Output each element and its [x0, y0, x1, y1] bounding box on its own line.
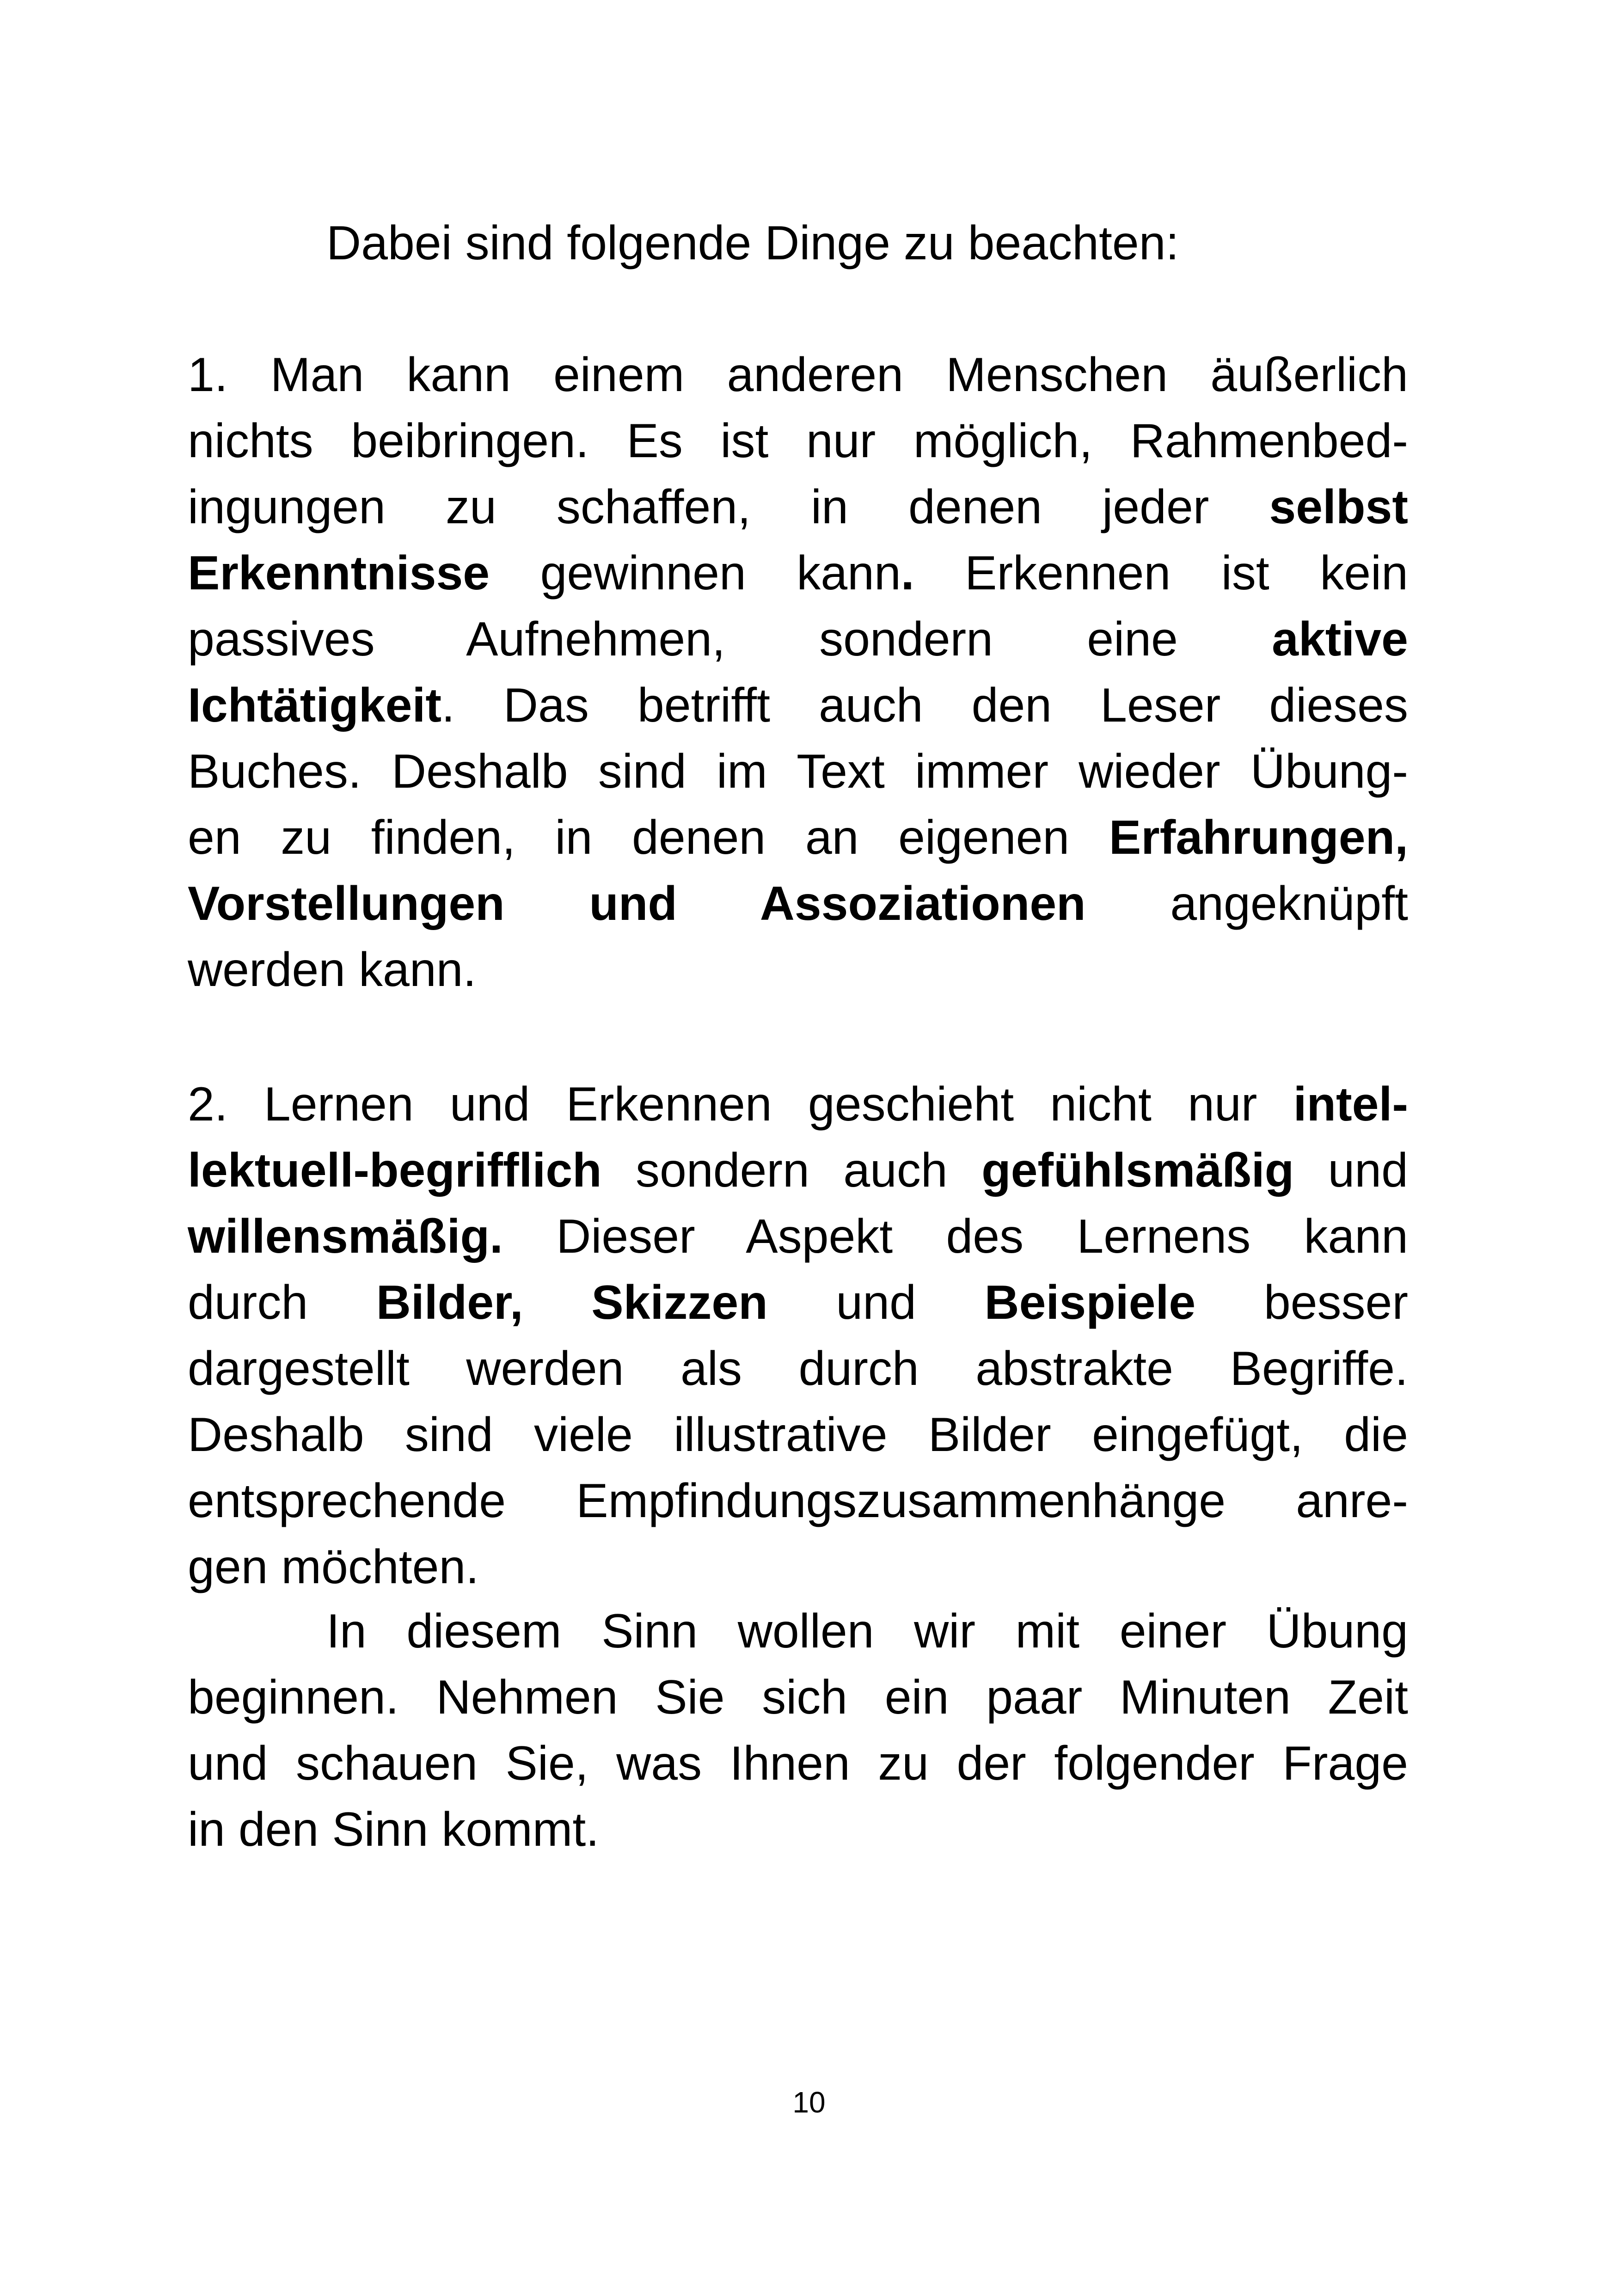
- paragraph-1-line-3-text: ingungen zu schaffen, in denen jeder: [188, 480, 1269, 534]
- paragraph-2-line-6: Deshalb sind viele illustrative Bilder eingefügt, die: [188, 1408, 1408, 1462]
- paragraph-2-line-2-text: sondern auch: [601, 1144, 982, 1197]
- bold-period: .: [901, 546, 914, 600]
- bold-bilder-skizzen: Bilder, Skizzen: [376, 1276, 768, 1329]
- paragraph-2-line-4-tail: besser: [1195, 1276, 1408, 1329]
- paragraph-1-line-4: [188, 540, 1408, 606]
- paragraph-1-line-9-text: angeknüpft: [1085, 877, 1408, 931]
- paragraph-1-line-7: Buches. Deshalb sind im Text immer wieder Übung-: [188, 745, 1408, 798]
- paragraph-1-line-1: 1. Man kann einem anderen Menschen äußerlich: [188, 348, 1408, 402]
- bold-erkenntnisse: Erkenntnisse: [188, 546, 490, 600]
- paragraph-2-line-4-und: und: [767, 1276, 985, 1329]
- paragraph-2-line-4-text: durch: [188, 1276, 376, 1329]
- bold-intel: intel-: [1293, 1078, 1408, 1131]
- paragraph-2-line-2: [188, 1138, 1408, 1204]
- paragraph-1-line-4-text: gewinnen kann: [490, 546, 901, 600]
- paragraph-2-line-5: dargestellt werden als durch abstrakte Begriffe.: [188, 1342, 1408, 1396]
- paragraph-3-line-4: in den Sinn kommt.: [188, 1803, 600, 1856]
- paragraph-1-line-8: [188, 805, 1408, 871]
- paragraph-1-line-9: [188, 871, 1408, 937]
- paragraph-3: [188, 1598, 1408, 1863]
- page-number: 10: [792, 2086, 826, 2119]
- paragraph-1-line-3: [188, 474, 1408, 540]
- paragraph-1-line-2: nichts beibringen. Es ist nur möglich, Rahmenbed-: [188, 414, 1408, 468]
- paragraph-1-line-8-text: en zu finden, in denen an eigenen: [188, 811, 1109, 864]
- paragraph-1-line-5-text: passives Aufnehmen, sondern eine: [188, 612, 1272, 666]
- bold-willensmaessig: willensmäßig.: [188, 1210, 503, 1263]
- paragraph-2-line-8: gen möchten.: [188, 1540, 479, 1594]
- paragraph-3-line-3: und schauen Sie, was Ihnen zu der folgender Frage: [188, 1737, 1408, 1790]
- paragraph-2: [188, 1071, 1408, 1600]
- intro-heading: Dabei sind folgende Dinge zu beachten:: [326, 216, 1179, 270]
- paragraph-2-line-1-text: 2. Lernen und Erkennen geschieht nicht nur: [188, 1078, 1293, 1131]
- paragraph-2-line-4: [188, 1270, 1408, 1336]
- paragraph-3-line-2: beginnen. Nehmen Sie sich ein paar Minuten Zeit: [188, 1671, 1408, 1724]
- paragraph-2-line-2-tail: und: [1294, 1144, 1408, 1197]
- paragraph-3-line-1: In diesem Sinn wollen wir mit einer Übung: [326, 1604, 1408, 1658]
- bold-beispiele: Beispiele: [984, 1276, 1196, 1329]
- bold-erfahrungen: Erfahrungen,: [1109, 811, 1408, 864]
- bold-gefuehlsmaessig: gefühlsmäßig: [981, 1144, 1294, 1197]
- paragraph-2-line-3: [188, 1204, 1408, 1270]
- bold-aktive: aktive: [1272, 612, 1408, 666]
- paragraph-2-line-7: entsprechende Empfindungszusammenhänge anre-: [188, 1474, 1408, 1528]
- bold-lektuell-begrifflich: lektuell-begrifflich: [188, 1144, 602, 1197]
- bold-ichtaetigkeit: Ichtätigkeit: [188, 679, 441, 732]
- paragraph-2-line-3-text: Dieser Aspekt des Lernens kann: [503, 1210, 1408, 1263]
- paragraph-1-line-6: [188, 673, 1408, 739]
- paragraph-1-line-10: werden kann.: [188, 943, 477, 997]
- paragraph-1-line-4-tail: Erkennen ist kein: [914, 546, 1408, 600]
- paragraph-2-line-1: [188, 1071, 1408, 1138]
- bold-vorstellungen: Vorstellungen und Assoziationen: [188, 877, 1086, 931]
- paragraph-1-line-6-text: . Das betrifft auch den Leser dieses: [441, 679, 1408, 732]
- bold-selbst: selbst: [1269, 480, 1408, 534]
- paragraph-1: [188, 342, 1408, 1003]
- paragraph-1-line-5: [188, 606, 1408, 673]
